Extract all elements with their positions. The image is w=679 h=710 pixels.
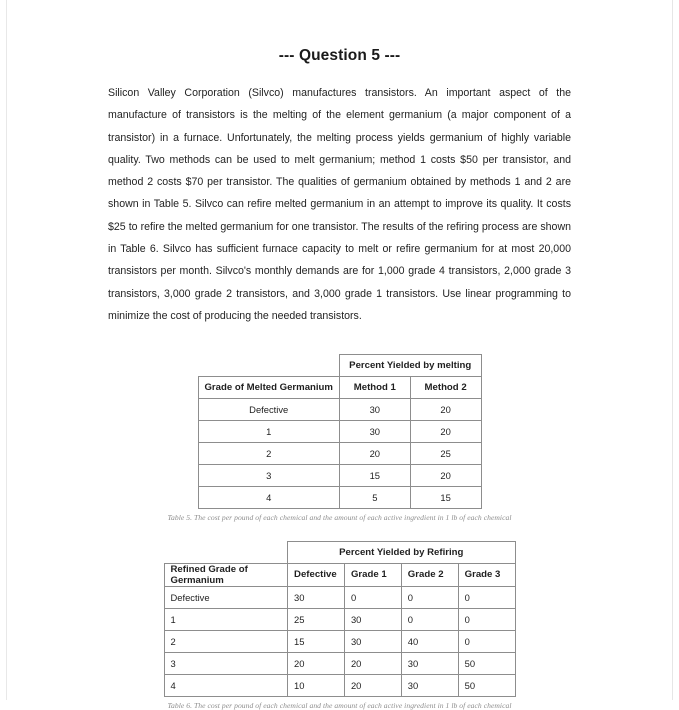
table5-row-label: 1 (198, 420, 339, 442)
table6-wrapper (108, 522, 571, 697)
document-page (6, 0, 673, 710)
table-6 (164, 541, 516, 697)
table5-empty-corner (198, 354, 339, 376)
table6-cell: 0 (458, 586, 515, 608)
table6-cell: 20 (288, 652, 345, 674)
table6-cell: 20 (344, 652, 401, 674)
table6-cell: 0 (458, 608, 515, 630)
table5-row-header-label: Grade of Melted Germanium (198, 376, 339, 398)
table5-cell: 20 (339, 442, 410, 464)
table6-row-label: Defective (164, 586, 288, 608)
table5-row-label: Defective (198, 398, 339, 420)
table5-cell: 25 (410, 442, 481, 464)
document-content (7, 0, 672, 710)
table-row-group-header (198, 354, 481, 376)
question-body-text: Silicon Valley Corporation (Silvco) manufactures transistors. An important aspect of the manufacture of transistors is the melting of the element germanium (a major component of a transistor) in a furnace. Unfortunately, the melting process yields germanium of highly variable quality. Two methods can be used to melt germanium; method 1 costs $50 per transistor, and method 2 costs $70 per transistor. The qualities of germanium obtained by methods 1 and 2 are shown in Table 5. Silvco can refire melted germanium in an attempt to improve its quality. It costs $25 to refire the melted germanium for one transistor. The results of the refiring process are shown in Table 6. Silvco has sufficient furnace capacity to melt or refire germanium for at most 20,000 transistors per month. Silvco's monthly demands are for 1,000 grade 4 transistors, 2,000 grade 3 transistors, 3,000 grade 2 transistors, and 3,000 grade 1 transistors. Use linear programming to minimize the cost of producing the needed transistors. (108, 87, 571, 322)
table6-cell: 20 (344, 674, 401, 696)
table5-cell: 20 (410, 398, 481, 420)
table6-group-header: Percent Yielded by Refiring (288, 541, 515, 563)
table6-cell: 30 (401, 652, 458, 674)
table5-row-label: 4 (198, 486, 339, 508)
table6-cell: 50 (458, 652, 515, 674)
table6-cell: 15 (288, 630, 345, 652)
table6-col-header-defective: Defective (288, 563, 345, 586)
page-title: --- Question 5 --- (278, 47, 401, 64)
table-row-group-header (164, 541, 515, 563)
table5-caption: Table 5. The cost per pound of each chemical and the amount of each active ingredient in 1 lb of each chemical (167, 512, 512, 522)
table-row (164, 630, 515, 652)
table6-empty-corner (164, 541, 288, 563)
table5-cell: 20 (410, 464, 481, 486)
table6-cell: 25 (288, 608, 345, 630)
table5-caption-wrapper (108, 513, 571, 522)
table6-cell: 0 (344, 586, 401, 608)
table6-cell: 30 (288, 586, 345, 608)
table6-caption: Table 6. The cost per pound of each chemical and the amount of each active ingredient in 1 lb of each chemical (167, 700, 512, 710)
table6-row-header-label: Refined Grade of Germanium (164, 563, 288, 586)
table5-cell: 30 (339, 420, 410, 442)
table6-cell: 10 (288, 674, 345, 696)
table6-cell: 50 (458, 674, 515, 696)
table-row (164, 674, 515, 696)
table6-row-label: 4 (164, 674, 288, 696)
table6-row-label: 1 (164, 608, 288, 630)
table-5 (198, 354, 482, 509)
table5-cell: 15 (410, 486, 481, 508)
table6-cell: 30 (344, 630, 401, 652)
table5-col-header-method2: Method 2 (410, 376, 481, 398)
table-row-column-headers (198, 376, 481, 398)
table-row (164, 652, 515, 674)
table6-cell: 0 (458, 630, 515, 652)
table6-caption-wrapper (108, 701, 571, 710)
table5-row-label: 2 (198, 442, 339, 464)
table6-row-label: 2 (164, 630, 288, 652)
table-row-column-headers (164, 563, 515, 586)
table5-cell: 20 (410, 420, 481, 442)
table6-col-header-grade2: Grade 2 (401, 563, 458, 586)
table5-col-header-method1: Method 1 (339, 376, 410, 398)
table6-cell: 0 (401, 586, 458, 608)
table-row (198, 486, 481, 508)
table5-group-header: Percent Yielded by melting (339, 354, 481, 376)
table6-col-header-grade3: Grade 3 (458, 563, 515, 586)
table6-cell: 30 (344, 608, 401, 630)
table-row (198, 442, 481, 464)
table-row (164, 608, 515, 630)
table-row (164, 586, 515, 608)
table-row (198, 464, 481, 486)
table-row (198, 398, 481, 420)
table6-cell: 30 (401, 674, 458, 696)
table6-row-label: 3 (164, 652, 288, 674)
table6-cell: 0 (401, 608, 458, 630)
table6-cell: 40 (401, 630, 458, 652)
table5-cell: 5 (339, 486, 410, 508)
table5-wrapper (108, 338, 571, 509)
table5-row-label: 3 (198, 464, 339, 486)
table5-cell: 15 (339, 464, 410, 486)
table5-cell: 30 (339, 398, 410, 420)
table-row (198, 420, 481, 442)
table6-col-header-grade1: Grade 1 (344, 563, 401, 586)
